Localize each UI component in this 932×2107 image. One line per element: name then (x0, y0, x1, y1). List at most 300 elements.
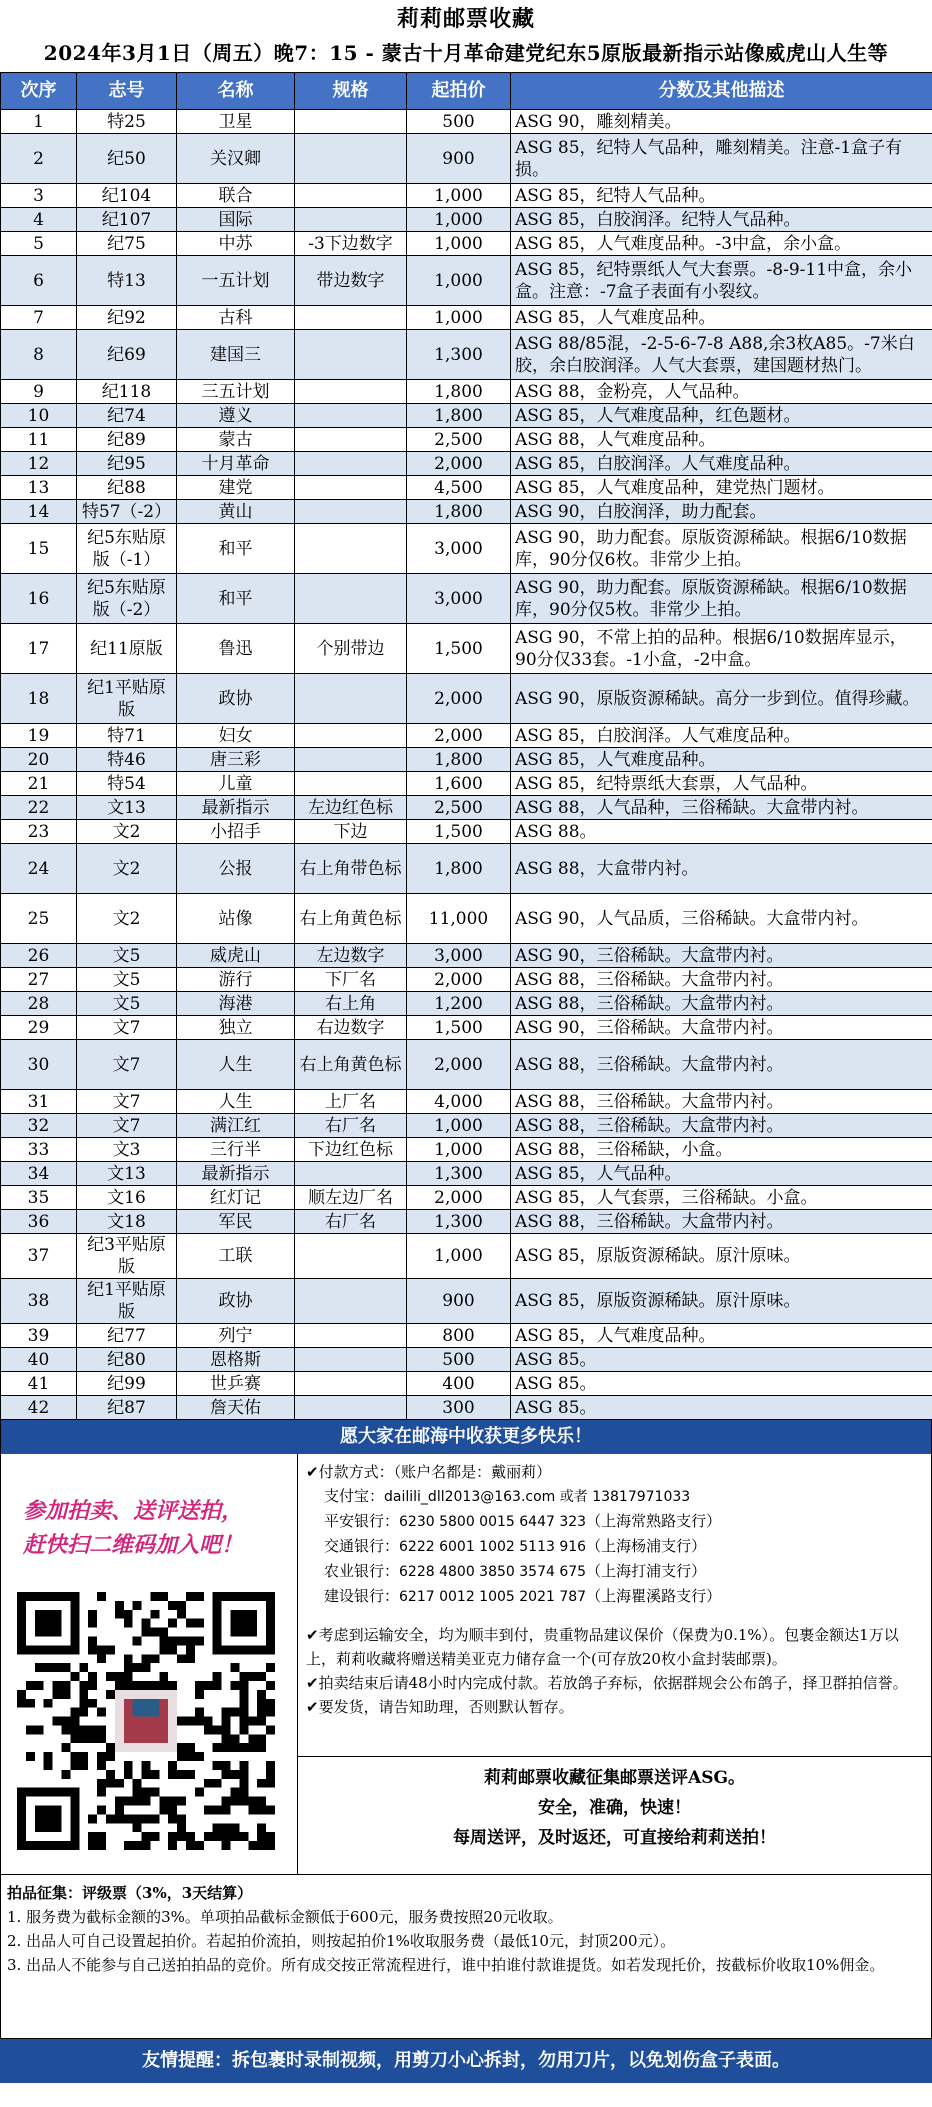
cell-description: ASG 88，人气难度品种。 (511, 428, 932, 452)
cell-code: 纪88 (77, 476, 177, 500)
cell-name: 威虎山 (177, 944, 295, 968)
cell-code: 纪5东贴原版（-2） (77, 574, 177, 624)
cell-code: 文2 (77, 820, 177, 844)
cell-order: 37 (1, 1234, 77, 1279)
bank-account: 6228 4800 3850 3574 675 (399, 1564, 587, 1580)
cell-description: ASG 88/85混，-2-5-6-7-8 A88,余3枚A85。-7米白胶，余白胶润泽。人气大套票，建国题材热门。 (511, 330, 932, 380)
cell-spec (295, 574, 407, 624)
page-subtitle: 2024年3月1日（周五）晚7：15 - 蒙古十月革命建党纪东5原版最新指示站像威虎山人生等 (43, 41, 889, 65)
cell-name: 站像 (177, 894, 295, 944)
table-row (1, 1372, 932, 1396)
cell-name: 独立 (177, 1016, 295, 1040)
cell-order: 18 (1, 674, 77, 724)
cell-start-price: 3,000 (407, 944, 511, 968)
col-header-name: 名称 (177, 73, 295, 110)
cell-code: 文7 (77, 1090, 177, 1114)
rules-heading: 拍品征集：评级票（3%，3天结算） (7, 1884, 253, 1902)
table-row (1, 1186, 932, 1210)
table-row (1, 428, 932, 452)
bank-branch: （上海打浦支行） (586, 1562, 707, 1580)
cell-description: ASG 90，助力配套。原版资源稀缺。根据6/10数据库，90分仅5枚。非常少上拍。 (511, 574, 932, 624)
cell-description: ASG 88，三俗稀缺。大盒带内衬。 (511, 968, 932, 992)
cell-start-price: 2,000 (407, 674, 511, 724)
cell-code: 纪99 (77, 1372, 177, 1396)
cell-order: 31 (1, 1090, 77, 1114)
cell-name: 儿童 (177, 772, 295, 796)
page-title: 莉莉邮票收藏 (396, 6, 535, 32)
cell-order: 21 (1, 772, 77, 796)
cell-start-price: 500 (407, 110, 511, 134)
cell-start-price: 1,200 (407, 992, 511, 1016)
cell-name: 工联 (177, 1234, 295, 1279)
cell-code: 文7 (77, 1040, 177, 1090)
alipay-value: dailili_dll2013@163.com 或者 13817971033 (384, 1489, 691, 1505)
cell-spec: 右上角黄色标 (295, 1040, 407, 1090)
table-row (1, 1114, 932, 1138)
cell-spec (295, 1348, 407, 1372)
cell-spec (295, 428, 407, 452)
cell-start-price: 1,300 (407, 1162, 511, 1186)
cell-code: 纪75 (77, 232, 177, 256)
cell-description: ASG 88，三俗稀缺。大盒带内衬。 (511, 1040, 932, 1090)
cell-code: 文5 (77, 944, 177, 968)
cell-name: 黄山 (177, 500, 295, 524)
alipay-line (306, 1484, 921, 1509)
cell-description: ASG 85，白胶润泽。纪特人气品种。 (511, 208, 932, 232)
cell-order: 38 (1, 1279, 77, 1324)
cell-start-price: 2,000 (407, 452, 511, 476)
cell-order: 9 (1, 380, 77, 404)
cell-start-price: 3,000 (407, 574, 511, 624)
cell-order: 24 (1, 844, 77, 894)
table-row (1, 500, 932, 524)
cell-description: ASG 85，人气品种。 (511, 1162, 932, 1186)
qr-code-graphic (17, 1592, 275, 1850)
payment-panel (298, 1454, 931, 1874)
cell-code: 文5 (77, 968, 177, 992)
table-row (1, 1324, 932, 1348)
cell-start-price: 1,300 (407, 1210, 511, 1234)
cell-name: 恩格斯 (177, 1348, 295, 1372)
cell-name: 唐三彩 (177, 748, 295, 772)
cell-code: 纪69 (77, 330, 177, 380)
cell-spec (295, 330, 407, 380)
cell-start-price: 1,500 (407, 624, 511, 674)
auction-lots-table (0, 72, 932, 1420)
cell-description: ASG 88，人气品种，三俗稀缺。大盒带内衬。 (511, 796, 932, 820)
cell-description: ASG 85，白胶润泽。人气难度品种。 (511, 724, 932, 748)
bank-line (306, 1559, 921, 1584)
col-header-order: 次序 (1, 73, 77, 110)
cell-code: 文3 (77, 1138, 177, 1162)
cell-description: ASG 85。 (511, 1372, 932, 1396)
table-body (1, 110, 932, 1420)
table-row (1, 110, 932, 134)
cell-code: 文18 (77, 1210, 177, 1234)
payment-deadline-note: ✔拍卖结束后请48小时内完成付款。若放鸽子弃标，依据群规会公布鸽子，择卫群拍信誉。 (306, 1674, 908, 1692)
cell-description: ASG 85，纪特票纸大套票，人气品种。 (511, 772, 932, 796)
cell-order: 11 (1, 428, 77, 452)
cell-code: 纪50 (77, 134, 177, 184)
cell-description: ASG 85，人气难度品种。 (511, 306, 932, 330)
bank-branch: （上海杨浦支行） (586, 1537, 707, 1555)
table-row (1, 134, 932, 184)
cell-order: 7 (1, 306, 77, 330)
cell-code: 文13 (77, 796, 177, 820)
qr-code-icon[interactable] (17, 1592, 275, 1850)
cell-spec (295, 1396, 407, 1420)
cell-order: 30 (1, 1040, 77, 1090)
cell-order: 29 (1, 1016, 77, 1040)
cell-spec: 下边 (295, 820, 407, 844)
table-row (1, 844, 932, 894)
bank-name: 农业银行： (324, 1562, 400, 1580)
cell-order: 25 (1, 894, 77, 944)
cell-description: ASG 88，三俗稀缺。大盒带内衬。 (511, 1210, 932, 1234)
cell-code: 文16 (77, 1186, 177, 1210)
cell-start-price: 4,000 (407, 1090, 511, 1114)
cell-start-price: 4,500 (407, 476, 511, 500)
cell-spec (295, 380, 407, 404)
cell-code: 文5 (77, 992, 177, 1016)
table-row (1, 1090, 932, 1114)
cell-description: ASG 90，助力配套。原版资源稀缺。根据6/10数据库，90分仅6枚。非常少上拍。 (511, 524, 932, 574)
cell-description: ASG 85，人气难度品种。 (511, 1324, 932, 1348)
cell-spec (295, 724, 407, 748)
cell-name: 关汉卿 (177, 134, 295, 184)
col-header-start-price: 起拍价 (407, 73, 511, 110)
cell-code: 文13 (77, 1162, 177, 1186)
cell-code: 文7 (77, 1016, 177, 1040)
cell-start-price: 500 (407, 1348, 511, 1372)
cell-code: 纪95 (77, 452, 177, 476)
cell-code: 纪74 (77, 404, 177, 428)
cell-name: 中苏 (177, 232, 295, 256)
cell-start-price: 1,300 (407, 330, 511, 380)
table-row (1, 330, 932, 380)
cell-order: 12 (1, 452, 77, 476)
cell-spec (295, 1372, 407, 1396)
cell-order: 13 (1, 476, 77, 500)
table-row (1, 894, 932, 944)
cell-order: 8 (1, 330, 77, 380)
cell-start-price: 2,000 (407, 724, 511, 748)
cell-code: 纪1平贴原版 (77, 1279, 177, 1324)
cell-start-price: 1,000 (407, 184, 511, 208)
table-row (1, 1348, 932, 1372)
cell-name: 蒙古 (177, 428, 295, 452)
table-row (1, 524, 932, 574)
cell-name: 最新指示 (177, 796, 295, 820)
cell-name: 詹天佑 (177, 1396, 295, 1420)
cell-name: 建国三 (177, 330, 295, 380)
table-row (1, 306, 932, 330)
cell-start-price: 300 (407, 1396, 511, 1420)
bank-account: 6217 0012 1005 2021 787 (399, 1589, 587, 1605)
cell-spec (295, 110, 407, 134)
cell-code: 纪77 (77, 1324, 177, 1348)
table-row (1, 796, 932, 820)
cell-name: 和平 (177, 524, 295, 574)
col-header-spec: 规格 (295, 73, 407, 110)
cell-start-price: 2,000 (407, 968, 511, 992)
cell-name: 人生 (177, 1090, 295, 1114)
col-header-description: 分数及其他描述 (511, 73, 932, 110)
cell-code: 特71 (77, 724, 177, 748)
cell-name: 古科 (177, 306, 295, 330)
cell-spec: 左边数字 (295, 944, 407, 968)
table-row (1, 1016, 932, 1040)
bank-name: 建设银行： (324, 1587, 400, 1605)
cell-spec (295, 524, 407, 574)
cell-spec: 上厂名 (295, 1090, 407, 1114)
cell-description: ASG 85，人气难度品种。-3中盒，余小盒。 (511, 232, 932, 256)
cell-code: 纪80 (77, 1348, 177, 1372)
cell-code: 特57（-2） (77, 500, 177, 524)
bank-line (306, 1584, 921, 1609)
rule-item-1: 1. 服务费为截标金额的3%。单项拍品截标金额低于600元，服务费按照20元收取。 (7, 1908, 563, 1926)
cell-name: 和平 (177, 574, 295, 624)
cell-description: ASG 85，人气套票，三俗稀缺。小盒。 (511, 1186, 932, 1210)
table-row (1, 1234, 932, 1279)
cell-order: 19 (1, 724, 77, 748)
cell-start-price: 1,000 (407, 1234, 511, 1279)
cell-spec (295, 748, 407, 772)
cell-spec: 右边数字 (295, 1016, 407, 1040)
cell-description: ASG 90，三俗稀缺。大盒带内衬。 (511, 1016, 932, 1040)
bank-list (306, 1509, 921, 1609)
cell-code: 纪107 (77, 208, 177, 232)
cell-order: 36 (1, 1210, 77, 1234)
cell-code: 纪87 (77, 1396, 177, 1420)
promo-line-2: 赶快扫二维码加入吧！ (23, 1532, 244, 1558)
cell-description: ASG 85，人气难度品种，红色题材。 (511, 404, 932, 428)
cell-order: 4 (1, 208, 77, 232)
cell-spec (295, 674, 407, 724)
cell-start-price: 1,000 (407, 306, 511, 330)
cell-start-price: 1,000 (407, 1138, 511, 1162)
cell-description: ASG 90，白胶润泽，助力配套。 (511, 500, 932, 524)
bank-branch: （上海常熟路支行） (586, 1512, 722, 1530)
cell-name: 三五计划 (177, 380, 295, 404)
bank-line (306, 1534, 921, 1559)
cell-order: 23 (1, 820, 77, 844)
cell-order: 16 (1, 574, 77, 624)
cell-code: 特25 (77, 110, 177, 134)
cell-description: ASG 85，白胶润泽。人气难度品种。 (511, 452, 932, 476)
table-row (1, 748, 932, 772)
cell-spec: 右上角黄色标 (295, 894, 407, 944)
cell-order: 15 (1, 524, 77, 574)
cell-order: 14 (1, 500, 77, 524)
cell-description: ASG 85，原版资源稀缺。原汁原味。 (511, 1234, 932, 1279)
table-row (1, 232, 932, 256)
cell-start-price: 1,800 (407, 748, 511, 772)
cell-name: 联合 (177, 184, 295, 208)
cell-start-price: 800 (407, 1324, 511, 1348)
cell-name: 红灯记 (177, 1186, 295, 1210)
cell-name: 三行半 (177, 1138, 295, 1162)
promo-line-1: 参加拍卖、送评送拍， (23, 1498, 244, 1524)
shipping-note: ✔考虑到运输安全，均为顺丰到付，贵重物品建议保价（保费为0.1%）。包裹金额达1万以上，莉莉收藏将赠送精美亚克力储存盒一个(可存放20枚小盒封装邮票)。 (306, 1626, 899, 1668)
table-row (1, 1138, 932, 1162)
table-row (1, 380, 932, 404)
cell-start-price: 1,800 (407, 380, 511, 404)
cell-order: 33 (1, 1138, 77, 1162)
cell-name: 世乒赛 (177, 1372, 295, 1396)
cell-start-price: 1,000 (407, 256, 511, 306)
cell-spec: 右厂名 (295, 1114, 407, 1138)
cell-name: 遵义 (177, 404, 295, 428)
cell-description: ASG 88，大盒带内衬。 (511, 844, 932, 894)
cell-order: 41 (1, 1372, 77, 1396)
cell-start-price: 1,000 (407, 208, 511, 232)
table-row (1, 1210, 932, 1234)
cell-order: 2 (1, 134, 77, 184)
cell-name: 卫星 (177, 110, 295, 134)
cell-spec: 个别带边 (295, 624, 407, 674)
info-section (0, 1454, 932, 1875)
cell-description: ASG 85，人气难度品种，建党热门题材。 (511, 476, 932, 500)
cell-description: ASG 85。 (511, 1396, 932, 1420)
table-row (1, 1396, 932, 1420)
table-row (1, 1162, 932, 1186)
cell-start-price: 1,500 (407, 1016, 511, 1040)
cell-name: 最新指示 (177, 1162, 295, 1186)
col-header-code: 志号 (77, 73, 177, 110)
cell-start-price: 1,800 (407, 844, 511, 894)
footer-reminder: 友情提醒：拆包裹时录制视频，用剪刀小心拆封，勿用刀片，以免划伤盒子表面。 (0, 2039, 932, 2083)
table-row (1, 256, 932, 306)
cell-start-price: 1,000 (407, 1114, 511, 1138)
table-row (1, 944, 932, 968)
table-header-row (1, 73, 932, 110)
cell-spec (295, 1234, 407, 1279)
cell-spec (295, 500, 407, 524)
cell-order: 3 (1, 184, 77, 208)
table-row (1, 992, 932, 1016)
cell-spec: 下边红色标 (295, 1138, 407, 1162)
cell-start-price: 1,500 (407, 820, 511, 844)
delivery-note: ✔要发货，请告知助理，否则默认暂存。 (306, 1698, 574, 1716)
cell-name: 国际 (177, 208, 295, 232)
bank-account: 6222 6001 1002 5113 916 (399, 1539, 587, 1555)
cell-order: 5 (1, 232, 77, 256)
bank-account: 6230 5800 0015 6447 323 (399, 1514, 587, 1530)
cell-description: ASG 90，不常上拍的品种。根据6/10数据库显示，90分仅33套。-1小盒，-2中盒。 (511, 624, 932, 674)
table-row (1, 404, 932, 428)
cell-name: 海港 (177, 992, 295, 1016)
cell-order: 20 (1, 748, 77, 772)
cell-name: 十月革命 (177, 452, 295, 476)
table-row (1, 968, 932, 992)
cell-code: 特46 (77, 748, 177, 772)
cell-name: 游行 (177, 968, 295, 992)
cell-code: 文7 (77, 1114, 177, 1138)
table-row (1, 476, 932, 500)
bank-name: 交通银行： (324, 1537, 400, 1555)
cell-order: 1 (1, 110, 77, 134)
cell-spec (295, 184, 407, 208)
cell-start-price: 1,600 (407, 772, 511, 796)
rule-item-3: 3. 出品人不能参与自己送拍拍品的竞价。所有成交按正常流程进行，谁中拍谁付款谁提货。如若发现托价，按截标价收取10%佣金。 (7, 1956, 885, 1974)
cell-spec (295, 404, 407, 428)
cell-name: 列宁 (177, 1324, 295, 1348)
cell-description: ASG 88，三俗稀缺。大盒带内衬。 (511, 1090, 932, 1114)
cell-description: ASG 90，原版资源稀缺。高分一步到位。值得珍藏。 (511, 674, 932, 724)
cell-order: 22 (1, 796, 77, 820)
cell-order: 28 (1, 992, 77, 1016)
cell-order: 27 (1, 968, 77, 992)
cell-spec (295, 306, 407, 330)
bank-name: 平安银行： (324, 1512, 400, 1530)
cell-name: 妇女 (177, 724, 295, 748)
cell-code: 纪118 (77, 380, 177, 404)
bank-line (306, 1509, 921, 1534)
cell-order: 35 (1, 1186, 77, 1210)
cell-name: 军民 (177, 1210, 295, 1234)
cell-description: ASG 85，纪特人气品种。 (511, 184, 932, 208)
cell-spec (295, 476, 407, 500)
cell-description: ASG 85，纪特人气品种，雕刻精美。注意-1盒子有损。 (511, 134, 932, 184)
cell-spec: 顺左边厂名 (295, 1186, 407, 1210)
cell-spec: 右上角 (295, 992, 407, 1016)
cell-code: 特54 (77, 772, 177, 796)
cell-code: 纪1平贴原版 (77, 674, 177, 724)
cell-order: 42 (1, 1396, 77, 1420)
cell-start-price: 2,500 (407, 796, 511, 820)
rule-item-2: 2. 出品人可自己设置起拍价。若起拍价流拍，则按起拍价1%收取服务费（最低10元，封顶200元）。 (7, 1932, 676, 1950)
cell-order: 34 (1, 1162, 77, 1186)
cell-start-price: 400 (407, 1372, 511, 1396)
cell-order: 17 (1, 624, 77, 674)
cell-spec (295, 772, 407, 796)
cell-code: 文2 (77, 844, 177, 894)
cell-start-price: 1,000 (407, 232, 511, 256)
cell-description: ASG 88。 (511, 820, 932, 844)
cell-spec (295, 1279, 407, 1324)
cell-description: ASG 90，雕刻精美。 (511, 110, 932, 134)
cell-spec: 左边红色标 (295, 796, 407, 820)
cell-spec (295, 452, 407, 476)
cell-description: ASG 90，人气品质，三俗稀缺。大盒带内衬。 (511, 894, 932, 944)
promo-text (1, 1454, 297, 1562)
table-row (1, 820, 932, 844)
cell-start-price: 2,500 (407, 428, 511, 452)
cell-name: 建党 (177, 476, 295, 500)
cell-spec (295, 134, 407, 184)
cell-description: ASG 85，原版资源稀缺。原汁原味。 (511, 1279, 932, 1324)
cell-name: 小招手 (177, 820, 295, 844)
cell-description: ASG 90，三俗稀缺。大盒带内衬。 (511, 944, 932, 968)
cell-code: 纪104 (77, 184, 177, 208)
cell-spec: 下厂名 (295, 968, 407, 992)
cell-description: ASG 88，三俗稀缺。大盒带内衬。 (511, 1114, 932, 1138)
table-row (1, 724, 932, 748)
cell-code: 纪89 (77, 428, 177, 452)
cell-start-price: 2,000 (407, 1040, 511, 1090)
cell-spec: 带边数字 (295, 256, 407, 306)
cell-order: 26 (1, 944, 77, 968)
cell-start-price: 11,000 (407, 894, 511, 944)
cell-start-price: 900 (407, 1279, 511, 1324)
table-row (1, 1040, 932, 1090)
wish-banner: 愿大家在邮海中收获更多快乐！ (0, 1420, 932, 1454)
cell-description: ASG 85，人气难度品种。 (511, 748, 932, 772)
cell-code: 文2 (77, 894, 177, 944)
cell-name: 一五计划 (177, 256, 295, 306)
asg-line-3: 每周送评，及时返还，可直接给莉莉送拍！ (453, 1828, 776, 1848)
